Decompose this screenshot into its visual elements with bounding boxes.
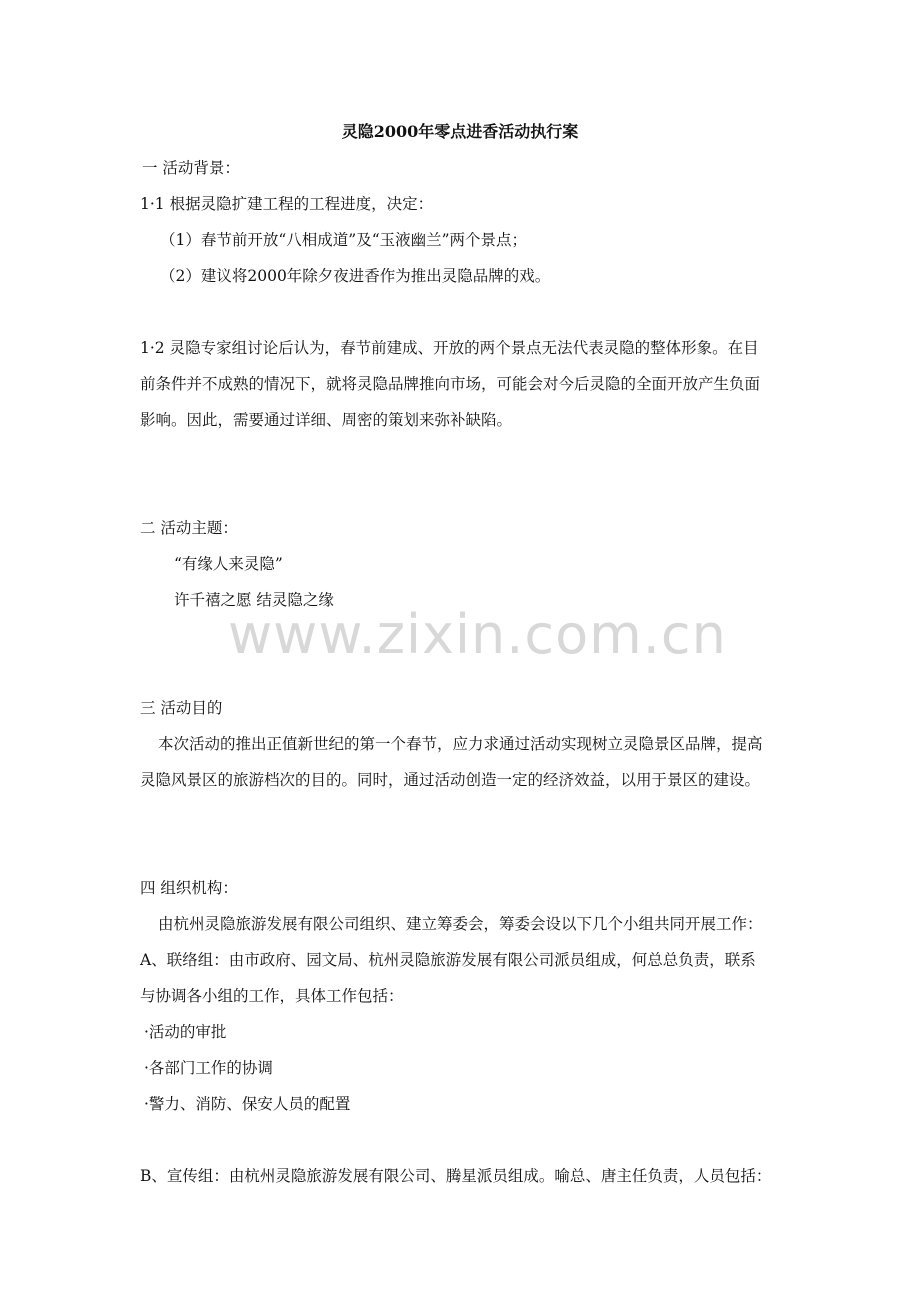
section-1-2-line-3: 影响。因此，需要通过详细、周密的策划来弥补缺陷。 <box>140 411 513 429</box>
section-4-a-item-1: ·活动的审批 <box>144 1023 227 1041</box>
section-4-intro: 由杭州灵隐旅游发展有限公司组织、建立筹委会，筹委会设以下几个小组共同开展工作： <box>158 915 763 933</box>
section-1-1-text: 1·1 根据灵隐扩建工程的工程进度，决定： <box>140 195 434 213</box>
section-3-heading: 三 活动目的 <box>140 699 223 717</box>
section-1-1-item-2: （2）建议将2000年除夕夜进香作为推出灵隐品牌的戏。 <box>160 267 551 285</box>
section-4-heading: 四 组织机构： <box>140 879 238 897</box>
section-1-1-item-1: （1）春节前开放“八相成道”及“玉液幽兰”两个景点； <box>160 231 528 249</box>
section-2-slogan: 许千禧之愿 结灵隐之缘 <box>174 591 334 609</box>
section-4-a-item-3: ·警力、消防、保安人员的配置 <box>144 1095 351 1113</box>
section-2-heading: 二 活动主题： <box>140 519 238 537</box>
section-4-a-item-2: ·各部门工作的协调 <box>144 1059 273 1077</box>
section-1-heading: 一 活动背景： <box>142 159 240 177</box>
section-4-a-line-1: A、联络组：由市政府、园文局、杭州灵隐旅游发展有限公司派员组成，何总总负责，联系 <box>140 951 756 969</box>
section-2-theme: “有缘人来灵隐” <box>174 555 283 573</box>
section-4-b-line-1: B、宣传组：由杭州灵隐旅游发展有限公司、腾星派员组成。喻总、唐主任负责，人员包括： <box>140 1167 772 1185</box>
watermark: www.zixin.com.cn <box>228 603 727 666</box>
section-1-2-line-1: 1·2 灵隐专家组讨论后认为，春节前建成、开放的两个景点无法代表灵隐的整体形象。在目 <box>140 339 759 357</box>
section-1-2-line-2: 前条件并不成熟的情况下，就将灵隐品牌推向市场，可能会对今后灵隐的全面开放产生负面 <box>140 375 761 393</box>
section-4-a-line-2: 与协调各小组的工作，具体工作包括： <box>140 987 404 1005</box>
document-title: 灵隐2000年零点进香活动执行案 <box>341 122 579 141</box>
section-3-line-1: 本次活动的推出正值新世纪的第一个春节，应力求通过活动实现树立灵隐景区品牌，提高 <box>158 735 763 753</box>
section-3-line-2: 灵隐风景区的旅游档次的目的。同时，通过活动创造一定的经济效益，以用于景区的建设。 <box>140 771 761 789</box>
